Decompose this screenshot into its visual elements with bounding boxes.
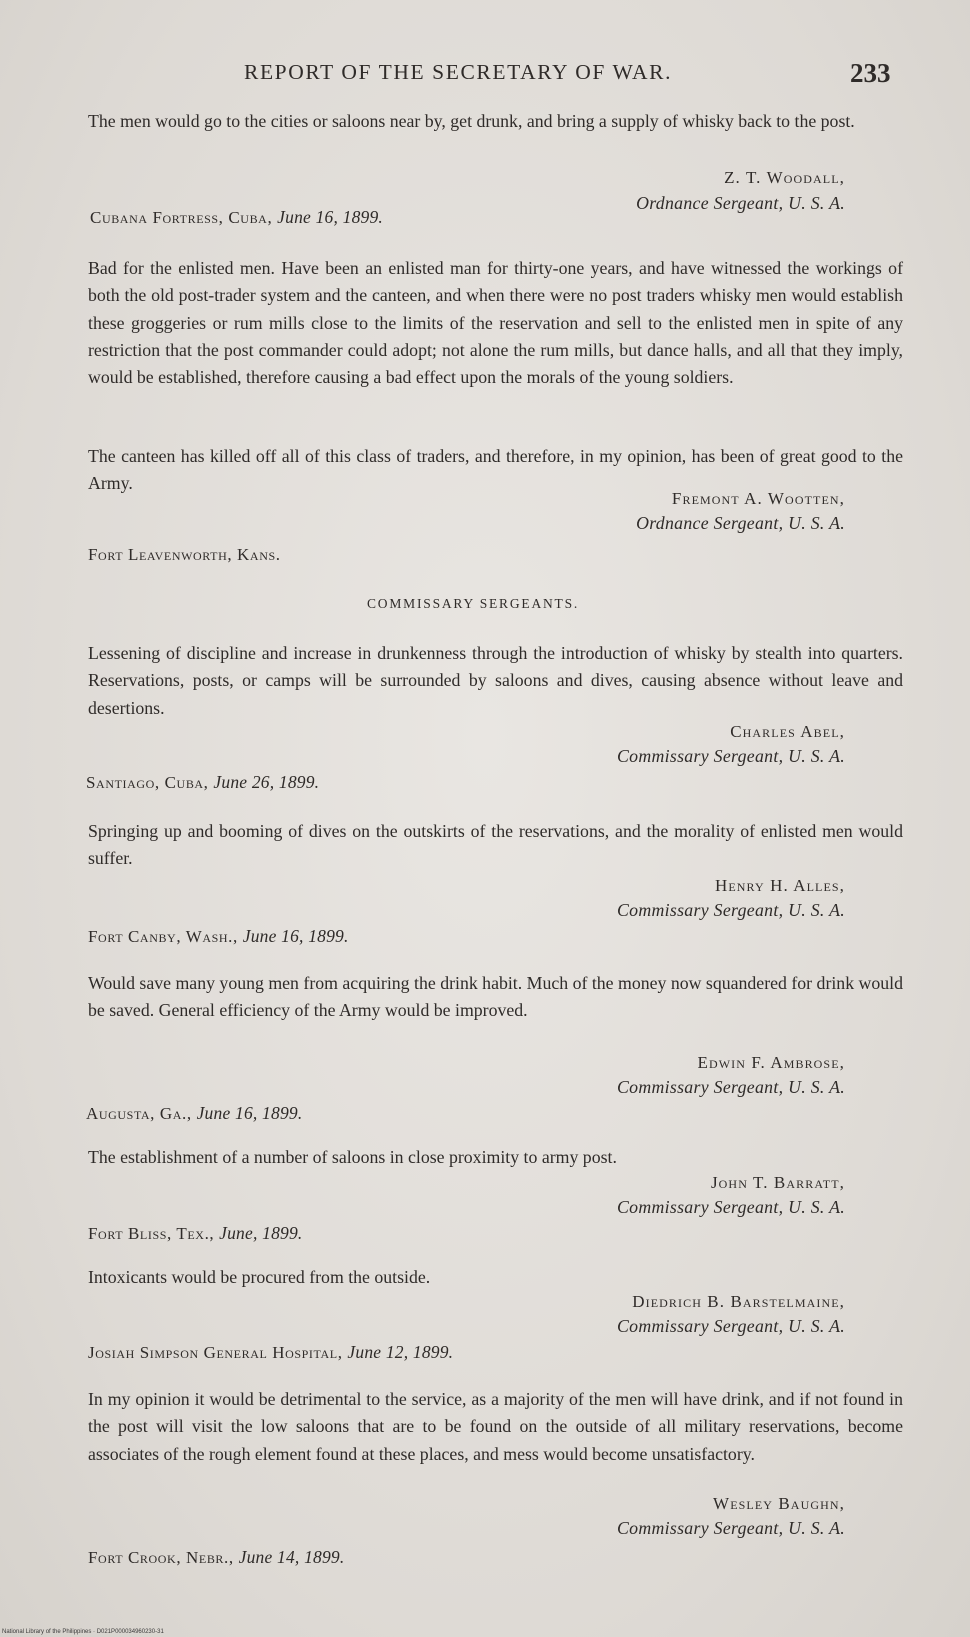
location: Fort Bliss, Tex., — [88, 1224, 215, 1243]
signatory-name: Diedrich B. Barstelmaine, — [632, 1292, 845, 1311]
location: Fort Canby, Wash., — [88, 927, 238, 946]
location-date — [86, 1103, 302, 1124]
signatory-name: Z. T. Woodall, — [724, 168, 845, 187]
signatory-name: Fremont A. Wootten, — [671, 489, 845, 508]
statement-text: In my opinion it would be detrimental to the service, as a majority of the men will have drink, and if not found in the post will visit the low saloons that are to be found on the outside of all military reservations, become associates of the rough element found at these places, and mess would become unsatisfactory. — [88, 1389, 903, 1464]
location-date — [90, 207, 383, 228]
statement-text: The establishment of a number of saloons in close proximity to army post. — [88, 1147, 617, 1167]
location-date — [88, 1342, 453, 1363]
signatory-name: Wesley Baughn, — [713, 1494, 845, 1513]
statement-text: Lessening of discipline and increase in drunkenness through the introduction of whisky by stealth into quarters. Reservations, posts, or camps will be surrounded by saloons and dives, causing absence without leave and desertions. — [88, 643, 903, 718]
signatory-rank: Commissary Sergeant, U. S. A. — [617, 1197, 845, 1217]
signatory-rank: Commissary Sergeant, U. S. A. — [617, 1316, 845, 1336]
location: Cubana Fortress, Cuba, — [90, 208, 273, 227]
location: Santiago, Cuba, — [86, 773, 209, 792]
date: June 14, 1899. — [238, 1547, 345, 1567]
signatory-rank: Commissary Sergeant, U. S. A. — [617, 900, 845, 920]
signatory-name: John T. Barratt, — [710, 1173, 845, 1192]
statement-text: Springing up and booming of dives on the outskirts of the reservations, and the morality of enlisted men would suffer. — [88, 821, 903, 869]
signatory-rank: Commissary Sergeant, U. S. A. — [617, 1077, 845, 1097]
signatory-rank: Commissary Sergeant, U. S. A. — [617, 746, 845, 766]
date: June 16, 1899. — [242, 926, 349, 946]
statement-text: Intoxicants would be procured from the outside. — [88, 1267, 431, 1287]
signatory-rank: Commissary Sergeant, U. S. A. — [617, 1518, 845, 1538]
signatory-rank: Ordnance Sergeant, U. S. A. — [636, 193, 845, 213]
signatory-name: Edwin F. Ambrose, — [697, 1053, 845, 1072]
location-date — [88, 1223, 303, 1244]
statement-text: The men would go to the cities or saloons near by, get drunk, and bring a supply of whisky back to the post. — [88, 111, 855, 131]
signatory-rank: Ordnance Sergeant, U. S. A. — [636, 513, 845, 533]
location-date — [86, 772, 319, 793]
location: Fort Leavenworth, Kans. — [88, 545, 281, 564]
statement-text: Bad for the enlisted men. Have been an enlisted man for thirty-one years, and have witnessed the workings of both the old post-trader system and the canteen, and when there were no post traders whisky men would establish these groggeries or rum mills close to the limits of the reservation and sell to the enlisted men in spite of any restriction that the post commander could adopt; not alone the rum mills, but dance halls, and all that they imply, would be established, therefore causing a bad effect upon the morals of the young soldiers. — [88, 258, 903, 388]
date: June 12, 1899. — [347, 1342, 454, 1362]
date: June 16, 1899. — [277, 207, 384, 227]
section-heading: COMMISSARY SERGEANTS. — [367, 596, 580, 611]
signatory-name: Henry H. Alles, — [714, 876, 845, 895]
running-header: REPORT OF THE SECRETARY OF WAR. — [244, 60, 673, 84]
location-date — [88, 545, 281, 565]
statement-text: Would save many young men from acquiring the drink habit. Much of the money now squandered for drink would be saved. General efficiency of the Army would be improved. — [88, 973, 903, 1021]
location-date — [88, 926, 349, 947]
date: June 26, 1899. — [213, 772, 320, 792]
page-number: 233 — [850, 58, 891, 88]
location: Augusta, Ga., — [86, 1104, 192, 1123]
scan-footer: National Library of the Philippines · D021P000034960230-31 — [2, 1629, 164, 1635]
statement-text: The canteen has killed off all of this class of traders, and therefore, in my opinion, has been of great good to the Army. — [88, 446, 903, 494]
location: Fort Crook, Nebr., — [88, 1548, 234, 1567]
location: Josiah Simpson General Hospital, — [88, 1343, 343, 1362]
date: June, 1899. — [219, 1223, 303, 1243]
signatory-name: Charles Abel, — [730, 722, 845, 741]
date: June 16, 1899. — [196, 1103, 303, 1123]
location-date — [88, 1547, 344, 1568]
